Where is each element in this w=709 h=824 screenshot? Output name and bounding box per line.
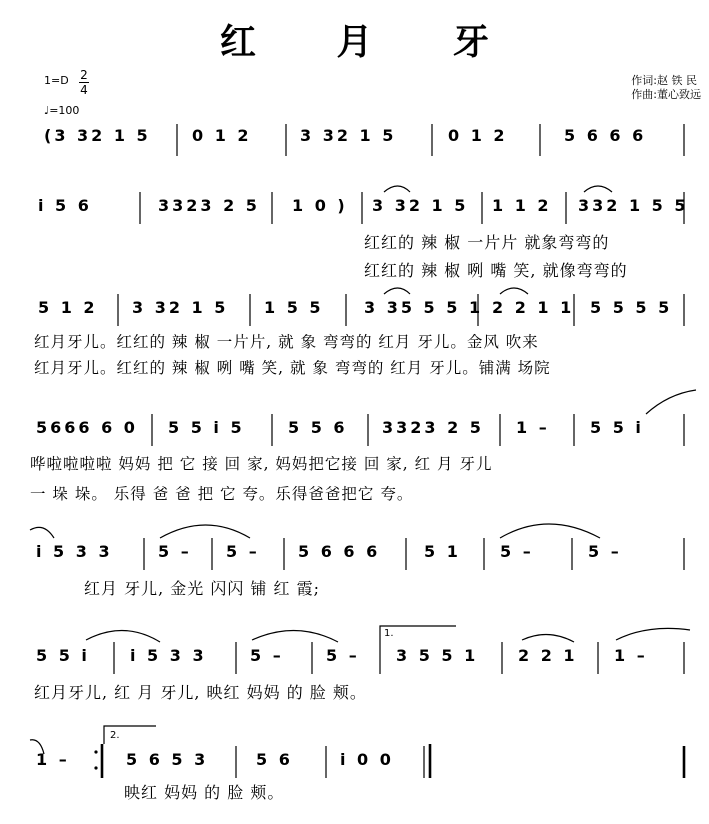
repeat-dot — [94, 766, 97, 769]
tempo-mark: ♩=100 — [44, 104, 80, 117]
measure: 5 6 6 6 — [298, 542, 381, 561]
slur — [500, 288, 528, 294]
measure: 3 32 1 5 — [372, 196, 469, 215]
lyric-verse-1: 红月牙儿。红红的 辣 椒 一片片, 就 象 弯弯的 红月 牙儿。金风 吹来 — [34, 333, 539, 351]
lyric-verse-1: 哗啦啦啦啦 妈妈 把 它 接 回 家, 妈妈把它接 回 家, 红 月 牙儿 — [30, 455, 493, 473]
lyric-verse-1: 映红 妈妈 的 脸 颊。 — [124, 783, 285, 802]
measure: 3 5 5 1 — [396, 646, 479, 665]
measure: 5 – — [158, 542, 192, 561]
measure: i 5 3 3 — [130, 646, 207, 665]
measure: 5 1 — [424, 542, 461, 561]
slur — [252, 630, 338, 642]
measure: 3 32 1 5 — [300, 126, 397, 145]
lyricist: 作词:赵 铁 民 — [631, 74, 697, 87]
slur — [160, 525, 250, 538]
song-title: 红 月 牙 — [219, 21, 524, 63]
measure: 1 1 2 — [492, 196, 552, 215]
measure: 5666 6 0 — [36, 418, 138, 437]
slur — [30, 527, 54, 538]
lyric-verse-2: 红红的 辣 椒 咧 嘴 笑, 就像弯弯的 — [364, 261, 628, 280]
slur — [384, 288, 410, 294]
repeat-dot — [94, 750, 97, 753]
measure: 0 1 2 — [192, 126, 252, 145]
measure: i 0 0 — [340, 750, 394, 769]
volta-bracket — [380, 626, 456, 642]
lyric-verse-1: 红月 牙儿, 金光 闪闪 铺 红 霞; — [84, 579, 320, 598]
measure: 5 5 i — [36, 646, 90, 665]
lyric-verse-1: 红红的 辣 椒 一片片 就象弯弯的 — [364, 233, 610, 252]
measure: 5 – — [500, 542, 534, 561]
composer: 作曲:董心致远 — [631, 88, 701, 101]
measure: 1 5 5 — [264, 298, 324, 317]
measure: 3 35 5 5 1 — [364, 298, 484, 317]
measure: 3323 2 5 — [382, 418, 484, 437]
time-top: 2 — [80, 68, 88, 82]
measure: 5 5 i — [590, 418, 644, 437]
slur — [522, 634, 574, 642]
measure: 1 0 ) — [292, 196, 348, 215]
volta-bracket — [104, 726, 156, 744]
measure: 5 6 — [256, 750, 293, 769]
tonality: 1=D — [44, 74, 69, 87]
measure: i 5 3 3 — [36, 542, 113, 561]
slur — [384, 186, 410, 192]
measure: 5 – — [250, 646, 284, 665]
lyric-verse-1: 红月牙儿, 红 月 牙儿, 映红 妈妈 的 脸 颊。 — [34, 683, 367, 702]
measure: i 5 6 — [38, 196, 92, 215]
measure: 1 – — [614, 646, 648, 665]
measure: 332 1 5 5 — [578, 196, 689, 215]
slur — [616, 628, 690, 640]
measure: 5 5 i 5 — [168, 418, 245, 437]
volta-first-ending: 1. — [384, 628, 394, 639]
slur — [646, 390, 696, 414]
measure: 3 32 1 5 — [132, 298, 229, 317]
measure: 2 2 1 1 — [492, 298, 575, 317]
measure: 5 5 5 5 — [590, 298, 673, 317]
measure: 1 – — [36, 750, 70, 769]
slur — [86, 630, 160, 642]
measure: 5 – — [226, 542, 260, 561]
measure: 5 5 6 — [288, 418, 348, 437]
measure: 1 – — [516, 418, 550, 437]
measure: 2 2 1 — [518, 646, 578, 665]
measure: 3323 2 5 — [158, 196, 260, 215]
measure: 5 6 6 6 — [564, 126, 647, 145]
slur — [500, 524, 600, 538]
volta-second-ending: 2. — [110, 730, 120, 741]
measure: 0 1 2 — [448, 126, 508, 145]
lyric-verse-2: 红月牙儿。红红的 辣 椒 咧 嘴 笑, 就 象 弯弯的 红月 牙儿。铺满 场院 — [34, 359, 551, 377]
measure: 5 1 2 — [38, 298, 98, 317]
slur — [30, 740, 44, 754]
measure: (3 32 1 5 — [44, 126, 151, 145]
time-bottom: 4 — [80, 83, 88, 97]
lyric-verse-2: 一 垛 垛。 乐得 爸 爸 把 它 夸。乐得爸爸把它 夸。 — [30, 485, 414, 503]
measure: 5 – — [588, 542, 622, 561]
measure: 5 – — [326, 646, 360, 665]
measure: 5 6 5 3 — [126, 750, 209, 769]
slur — [584, 186, 612, 192]
